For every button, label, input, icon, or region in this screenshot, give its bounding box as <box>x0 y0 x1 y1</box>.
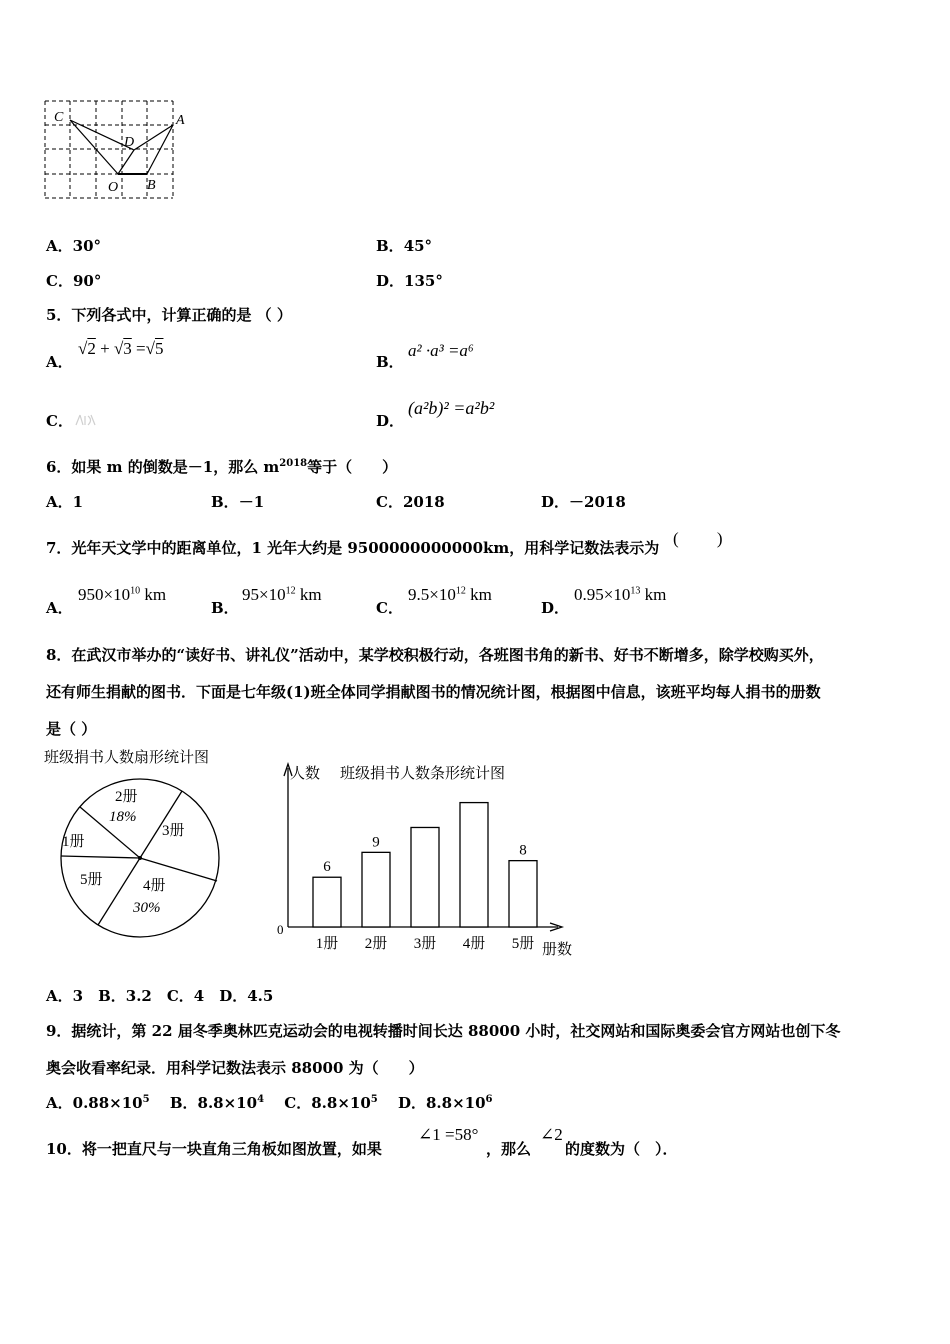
label-d: D <box>124 135 135 150</box>
bar-category-label-2: 2册 <box>364 936 388 952</box>
q4-option-b[interactable]: B．45° <box>376 237 433 255</box>
q9-option-d: D．$8.8\times 10^6$ <box>397 1094 493 1112</box>
q7-option-b-label[interactable]: B． <box>211 599 239 617</box>
q5-option-a-expr: √2 + √3 =√5 <box>78 339 164 358</box>
q7-option-a-label[interactable]: A． <box>46 599 73 617</box>
pie-chart-title: 班级捐书人数扇形统计图 <box>44 748 210 766</box>
bar-chart-ylabel: 人数 <box>290 764 321 782</box>
pie-label-3: 3册 <box>162 823 185 839</box>
bar-value-label-2: 9 <box>372 834 380 851</box>
bar-value-label-1: 6 <box>323 859 331 876</box>
bar-chart-xlabel: 册数 <box>542 940 573 958</box>
q10-angle-1: ∠1 =58° <box>418 1125 479 1144</box>
q9-option-a: A．$0.88\times 10^5$ <box>46 1094 150 1112</box>
q7-paren: ( ) <box>673 529 723 548</box>
q5-option-d-label[interactable]: D． <box>376 412 405 430</box>
q4-option-d[interactable]: D．135° <box>376 272 443 290</box>
pie-center <box>138 856 142 860</box>
pie-boundary-5-1 <box>61 856 140 858</box>
q9-options[interactable] <box>46 1092 493 1113</box>
q10-stem-middle: ，那么 <box>486 1140 532 1158</box>
bar-chart-title: 班级捐书人数条形统计图 <box>340 764 506 782</box>
q5-option-b-expr: a² ·a³ =a⁶ <box>408 341 474 360</box>
q4-option-c[interactable]: C．90° <box>46 272 102 290</box>
q7-option-b-expr: $95\times 10^{12}$ km <box>242 585 322 604</box>
q5-option-b-label[interactable]: B． <box>376 353 404 371</box>
bar-category-label-5: 5册 <box>511 936 535 952</box>
pie-chart <box>55 775 225 945</box>
q8-answer-options[interactable]: A．3 B．3.2 C．4 D．4.5 <box>46 987 274 1005</box>
bar-4 <box>460 803 488 927</box>
q7-option-c-label[interactable]: C． <box>376 599 403 617</box>
q5-option-a-label[interactable]: A． <box>46 353 73 371</box>
q6-option-c[interactable]: C．2018 <box>376 493 445 511</box>
q9-option-b: B．$8.8\times 10^4$ <box>169 1094 265 1112</box>
q9-line-2: 奥会收看率纪录．用科学记数法表示 88000 为（ ） <box>46 1059 424 1077</box>
label-o: O <box>108 180 119 195</box>
q5-option-d-expr: (a²b)² =a²b² <box>408 398 495 418</box>
q10-stem-before: 10．将一把直尺与一块直角三角板如图放置，如果 <box>46 1140 382 1158</box>
q9-option-c: C．$8.8\times 10^5$ <box>284 1094 378 1112</box>
pie-label-4: 4册 <box>143 878 166 894</box>
pie-percent-2: 18% <box>109 809 137 825</box>
q5-option-c-label[interactable]: C． <box>46 412 73 430</box>
label-b: B <box>147 178 156 193</box>
bar-3 <box>411 827 439 927</box>
q6-stem: 6．如果 m 的倒数是－1，那么 $m^{2018}$等于（ ） <box>46 458 398 476</box>
q6-option-d[interactable]: D．－2018 <box>541 493 626 511</box>
pie-label-2: 2册 <box>115 789 138 805</box>
q8-line-1: 8．在武汉市举办的“读好书、讲礼仪”活动中，某学校积极行动，各班图书角的新书、好书不断增多，除学校购买外， <box>46 646 824 664</box>
q7-option-d-label[interactable]: D． <box>541 599 570 617</box>
bar-category-label-4: 4册 <box>462 936 486 952</box>
bar-chart <box>270 756 590 961</box>
bar-1 <box>313 877 341 927</box>
label-c: C <box>54 110 64 125</box>
pie-percent-4: 30% <box>133 900 161 916</box>
pie-label-5: 5册 <box>80 872 103 888</box>
q7-option-c-expr: $9.5\times 10^{12}$ km <box>408 585 492 604</box>
q8-line-3: 是（ ） <box>46 720 97 738</box>
bar-category-label-1: 1册 <box>315 936 339 952</box>
bar-category-label-3: 3册 <box>413 936 437 952</box>
grid-figure <box>40 96 200 208</box>
q7-option-d-expr: $0.95\times 10^{13}$ km <box>574 585 667 604</box>
bar-value-label-5: 8 <box>519 842 527 859</box>
q10-stem-after: 的度数为（ ）． <box>565 1140 678 1158</box>
q4-option-a[interactable]: A．30° <box>46 237 102 255</box>
q9-line-1: 9．据统计，第 22 届冬季奥林匹克运动会的电视转播时间长达 88000 小时，社交网站和国际奥委会官方网站也创下冬 <box>46 1022 841 1040</box>
bar-chart-origin: 0 <box>277 922 284 937</box>
q6-option-b[interactable]: B．－1 <box>211 493 265 511</box>
bar-2 <box>362 852 390 927</box>
bar-5 <box>509 861 537 927</box>
q5-stem: 5．下列各式中，计算正确的是 （ ） <box>46 306 292 324</box>
q8-line-2: 还有师生捐献的图书．下面是七年级(1)班全体同学捐献图书的情况统计图，根据图中信息，该班平均每人捐书的册数 <box>46 683 821 701</box>
pie-label-1: 1册 <box>62 834 85 850</box>
q10-angle-2: ∠2 <box>540 1125 563 1144</box>
label-a: A <box>176 113 185 128</box>
q7-option-a-expr: $950\times 10^{10}$ km <box>78 585 167 604</box>
bar-group <box>313 803 537 952</box>
q5-option-c-faint-expression <box>74 412 96 428</box>
q7-stem: 7．光年天文学中的距离单位，1 光年大约是 9500000000000km，用科学记数法表示为 <box>46 539 660 557</box>
q6-option-a[interactable]: A．1 <box>46 493 84 511</box>
